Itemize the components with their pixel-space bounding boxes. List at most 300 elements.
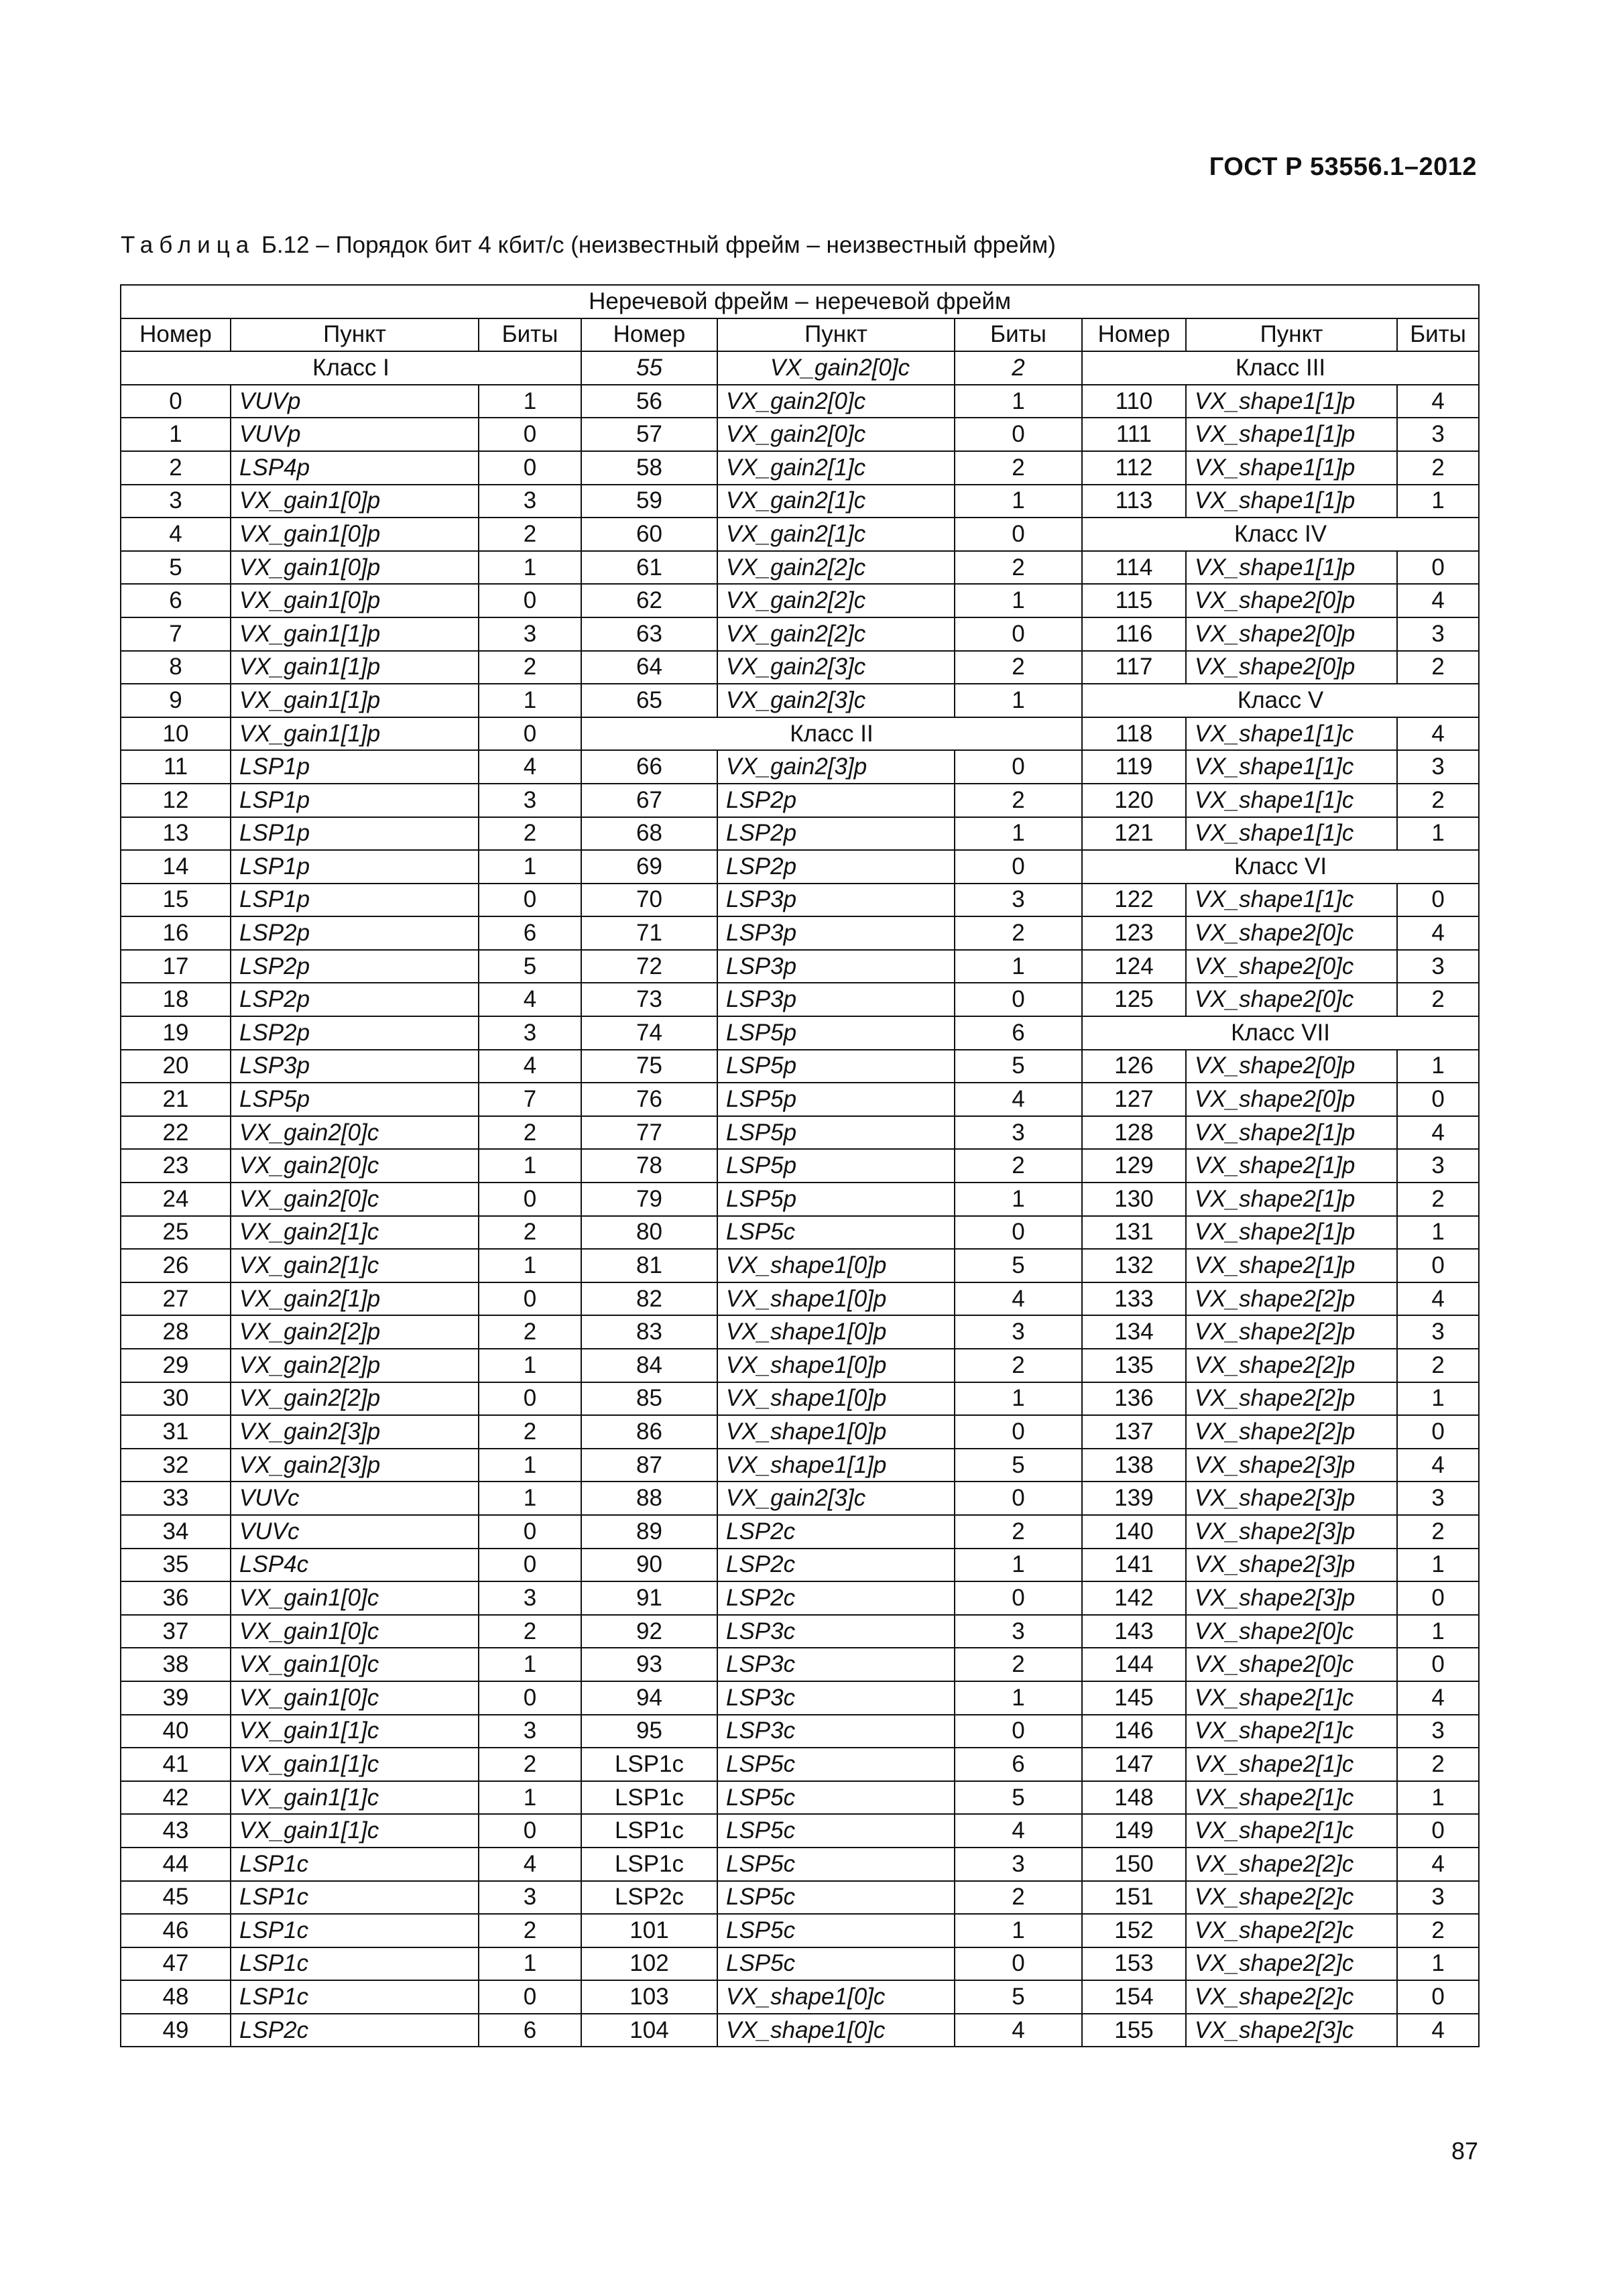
cell-bits: 0 — [955, 1947, 1082, 1981]
cell-number: 121 — [1082, 817, 1186, 851]
class-label: Класс V — [1082, 684, 1479, 717]
class-label: Класс III — [1082, 351, 1479, 385]
cell-item: VX_shape2[2]c — [1186, 1947, 1397, 1981]
table-row — [121, 1149, 1479, 1183]
cell-bits: 4 — [479, 1050, 581, 1083]
cell-number: 136 — [1082, 1382, 1186, 1416]
cell-item: VX_shape2[0]p — [1186, 1083, 1397, 1116]
table-row — [121, 1581, 1479, 1615]
cell-number: 79 — [581, 1183, 717, 1216]
cell-item: VX_shape2[3]p — [1186, 1549, 1397, 1582]
cell-item: VX_shape1[1]c — [1186, 717, 1397, 751]
cell-bits: 7 — [479, 1083, 581, 1116]
table-row — [121, 784, 1479, 817]
col-header: Номер — [581, 318, 717, 352]
cell-item: LSP2c — [717, 1581, 955, 1615]
cell-bits: 1 — [479, 1947, 581, 1981]
cell-bits: 3 — [479, 485, 581, 518]
cell-number: 25 — [121, 1216, 231, 1250]
table-row — [121, 1549, 1479, 1582]
cell-bits: 2 — [955, 1515, 1082, 1549]
cell-bits: 5 — [955, 1449, 1082, 1482]
cell-bits: 2 — [479, 518, 581, 551]
bit-order-table — [120, 284, 1480, 2047]
cell-bits: 3 — [479, 1881, 581, 1915]
cell-bits: 2 — [955, 1881, 1082, 1915]
cell-number: 34 — [121, 1515, 231, 1549]
cell-bits: 3 — [955, 1848, 1082, 1881]
cell-item: VX_shape2[1]p — [1186, 1149, 1397, 1183]
cell-bits: 0 — [479, 584, 581, 617]
class-label: Класс I — [121, 351, 581, 385]
table-row — [121, 385, 1479, 418]
cell-bits: 2 — [1397, 1349, 1479, 1382]
cell-item: LSP1p — [231, 817, 479, 851]
table-row — [121, 1748, 1479, 1781]
cell-bits: 1 — [955, 684, 1082, 717]
cell-bits: 0 — [479, 1183, 581, 1216]
cell-bits: 0 — [955, 617, 1082, 651]
table-row — [121, 1980, 1479, 2014]
cell-item: VX_gain2[2]c — [717, 617, 955, 651]
col-header: Пункт — [231, 318, 479, 352]
cell-number: 61 — [581, 551, 717, 585]
cell-number: 39 — [121, 1681, 231, 1715]
cell-number: 76 — [581, 1083, 717, 1116]
cell-bits: 2 — [955, 551, 1082, 585]
cell-item: VX_gain2[2]p — [231, 1382, 479, 1416]
cell-bits: 1 — [955, 485, 1082, 518]
cell-bits: 6 — [955, 1016, 1082, 1050]
table-row — [121, 584, 1479, 617]
cell-number: 22 — [121, 1116, 231, 1150]
cell-bits: 0 — [955, 850, 1082, 884]
cell-bits: 1 — [479, 1249, 581, 1282]
cell-bits: 1 — [479, 1781, 581, 1815]
table-row — [121, 1349, 1479, 1382]
cell-bits: 2 — [479, 1415, 581, 1449]
table-row — [121, 717, 1479, 751]
cell-item: VX_shape1[0]p — [717, 1382, 955, 1416]
cell-bits: 1 — [1397, 817, 1479, 851]
cell-bits: 1 — [479, 684, 581, 717]
cell-item: LSP5c — [717, 1216, 955, 1250]
cell-number: 135 — [1082, 1349, 1186, 1382]
cell-bits: 0 — [955, 750, 1082, 784]
table-row — [121, 1947, 1479, 1981]
cell-number: 58 — [581, 451, 717, 485]
cell-number: 112 — [1082, 451, 1186, 485]
cell-number: 116 — [1082, 617, 1186, 651]
cell-number: 49 — [121, 2014, 231, 2047]
cell-number: 81 — [581, 1249, 717, 1282]
cell-item: LSP3p — [717, 983, 955, 1016]
cell-item: VX_shape2[2]p — [1186, 1282, 1397, 1316]
cell-number: 45 — [121, 1881, 231, 1915]
cell-number: 43 — [121, 1814, 231, 1848]
class-label: Класс IV — [1082, 518, 1479, 551]
cell-bits: 4 — [955, 1083, 1082, 1116]
cell-bits: 3 — [955, 884, 1082, 917]
table-row — [121, 916, 1479, 950]
cell-item: VX_gain2[3]p — [231, 1449, 479, 1482]
cell-bits: 5 — [955, 1980, 1082, 2014]
cell-number: LSP2c — [581, 1881, 717, 1915]
cell-number: 57 — [581, 418, 717, 451]
cell-number: 59 — [581, 485, 717, 518]
cell-number: 16 — [121, 916, 231, 950]
cell-item: VX_gain2[2]p — [231, 1349, 479, 1382]
table-row — [121, 1315, 1479, 1349]
cell-item: VX_gain1[1]c — [231, 1748, 479, 1781]
cell-item: VX_shape2[2]p — [1186, 1415, 1397, 1449]
table-row — [121, 1183, 1479, 1216]
cell-number: 114 — [1082, 551, 1186, 585]
cell-number: 80 — [581, 1216, 717, 1250]
cell-bits: 3 — [479, 784, 581, 817]
cell-item: VX_shape1[1]c — [1186, 884, 1397, 917]
cell-item: VX_shape1[1]p — [1186, 551, 1397, 585]
cell-item: VX_gain2[0]c — [231, 1149, 479, 1183]
cell-item: LSP5c — [717, 1814, 955, 1848]
cell-item: VX_shape1[1]c — [1186, 817, 1397, 851]
cell-item: VX_gain2[1]p — [231, 1282, 479, 1316]
cell-bits: 0 — [479, 1282, 581, 1316]
cell-bits: 1 — [1397, 1216, 1479, 1250]
cell-item: VX_gain2[0]c — [231, 1116, 479, 1150]
cell-item: VUVp — [231, 418, 479, 451]
cell-item: VX_shape2[1]c — [1186, 1748, 1397, 1781]
cell-item: VX_shape1[0]c — [717, 2014, 955, 2047]
cell-bits: 1 — [955, 817, 1082, 851]
cell-bits: 2 — [1397, 1748, 1479, 1781]
cell-item: LSP2p — [231, 950, 479, 983]
cell-number: 86 — [581, 1415, 717, 1449]
cell-number: 71 — [581, 916, 717, 950]
table-row — [121, 1482, 1479, 1515]
cell-bits: 6 — [479, 916, 581, 950]
cell-number: 117 — [1082, 651, 1186, 684]
cell-item: VX_shape2[0]p — [1186, 584, 1397, 617]
cell-item: VX_shape2[3]p — [1186, 1449, 1397, 1482]
cell-bits: 0 — [479, 1980, 581, 2014]
cell-item: VX_shape2[1]p — [1186, 1249, 1397, 1282]
cell-bits: 1 — [1397, 1549, 1479, 1582]
cell-item: LSP5p — [717, 1149, 955, 1183]
cell-bits: 1 — [479, 1149, 581, 1183]
table-row — [121, 518, 1479, 551]
cell-bits: 4 — [1397, 1282, 1479, 1316]
cell-item: LSP3p — [717, 916, 955, 950]
cell-item: VX_shape2[0]p — [1186, 1050, 1397, 1083]
table-title-row — [121, 285, 1479, 318]
col-header: Биты — [955, 318, 1082, 352]
cell-item: VX_shape1[0]p — [717, 1349, 955, 1382]
cell-item: VX_shape2[2]c — [1186, 1914, 1397, 1947]
cell-item: VX_gain2[2]p — [231, 1315, 479, 1349]
cell-item: VX_gain2[1]c — [717, 451, 955, 485]
table-title: Неречевой фрейм – неречевой фрейм — [121, 285, 1479, 318]
cell-number: 84 — [581, 1349, 717, 1382]
cell-item: VX_shape2[0]c — [1186, 950, 1397, 983]
cell-bits: 1 — [1397, 1050, 1479, 1083]
cell-bits: 1 — [1397, 1382, 1479, 1416]
table-row — [121, 418, 1479, 451]
cell-number: 123 — [1082, 916, 1186, 950]
cell-bits: 4 — [1397, 717, 1479, 751]
cell-bits: 2 — [955, 1349, 1082, 1382]
cell-item: VUVc — [231, 1482, 479, 1515]
cell-item: VX_gain2[3]c — [717, 1482, 955, 1515]
cell-number: 115 — [1082, 584, 1186, 617]
table-row — [121, 1881, 1479, 1915]
cell-item: VX_gain2[2]c — [717, 551, 955, 585]
table-row — [121, 1382, 1479, 1416]
cell-number: 103 — [581, 1980, 717, 2014]
cell-bits: 0 — [479, 717, 581, 751]
cell-number: 33 — [121, 1482, 231, 1515]
cell-bits: 0 — [479, 1814, 581, 1848]
cell-bits: 4 — [479, 750, 581, 784]
cell-item: VUVp — [231, 385, 479, 418]
cell-item: VX_gain2[3]p — [717, 750, 955, 784]
cell-bits: 4 — [955, 1814, 1082, 1848]
cell-bits: 0 — [955, 418, 1082, 451]
cell-item: VX_gain1[1]p — [231, 651, 479, 684]
cell-number: 150 — [1082, 1848, 1186, 1881]
cell-bits: 4 — [1397, 1848, 1479, 1881]
cell-item: VX_gain2[0]c — [717, 418, 955, 451]
table-row — [121, 1848, 1479, 1881]
cell-number: 70 — [581, 884, 717, 917]
cell-item: LSP3c — [717, 1681, 955, 1715]
cell-item: VX_gain2[1]c — [231, 1249, 479, 1282]
cell-item: VX_shape2[3]c — [1186, 2014, 1397, 2047]
cell-item: VX_gain1[0]p — [231, 485, 479, 518]
cell-bits: 2 — [1397, 784, 1479, 817]
cell-bits: 0 — [1397, 1249, 1479, 1282]
cell-bits: 1 — [479, 1349, 581, 1382]
cell-item: LSP5c — [717, 1914, 955, 1947]
cell-number: 24 — [121, 1183, 231, 1216]
cell-number: 139 — [1082, 1482, 1186, 1515]
cell-item: VX_shape1[1]p — [1186, 385, 1397, 418]
cell-bits: 2 — [479, 817, 581, 851]
cell-item: VX_shape2[2]p — [1186, 1315, 1397, 1349]
cell-number: 119 — [1082, 750, 1186, 784]
table-row — [121, 1216, 1479, 1250]
table-body — [121, 285, 1479, 2047]
cell-number: 67 — [581, 784, 717, 817]
cell-bits: 2 — [1397, 651, 1479, 684]
cell-bits: 2 — [1397, 983, 1479, 1016]
cell-number: 35 — [121, 1549, 231, 1582]
cell-bits: 3 — [1397, 617, 1479, 651]
cell-bits: 0 — [1397, 884, 1479, 917]
cell-number: 88 — [581, 1482, 717, 1515]
cell-item: VX_shape2[1]c — [1186, 1814, 1397, 1848]
cell-bits: 6 — [955, 1748, 1082, 1781]
cell-bits: 4 — [1397, 916, 1479, 950]
cell-number: 9 — [121, 684, 231, 717]
cell-item: VX_shape1[1]p — [717, 1449, 955, 1482]
cell-item: VX_shape2[3]p — [1186, 1515, 1397, 1549]
cell-bits: 2 — [479, 1216, 581, 1250]
cell-item: LSP1p — [231, 784, 479, 817]
cell-number: 60 — [581, 518, 717, 551]
cell-item: LSP2c — [231, 2014, 479, 2047]
cell-number: 69 — [581, 850, 717, 884]
cell-bits: 0 — [1397, 1581, 1479, 1615]
cell-bits: 1 — [955, 584, 1082, 617]
cell-number: 82 — [581, 1282, 717, 1316]
cell-item: LSP2p — [231, 983, 479, 1016]
cell-number: 125 — [1082, 983, 1186, 1016]
table-row — [121, 1681, 1479, 1715]
cell-item: VX_gain1[0]p — [231, 551, 479, 585]
cell-item: LSP5c — [717, 1781, 955, 1815]
cell-number: 131 — [1082, 1216, 1186, 1250]
cell-number: LSP1c — [581, 1848, 717, 1881]
cell-number: 129 — [1082, 1149, 1186, 1183]
cell-item: LSP1p — [231, 850, 479, 884]
cell-bits: 0 — [955, 1482, 1082, 1515]
table-row — [121, 1083, 1479, 1116]
cell-number: 120 — [1082, 784, 1186, 817]
cell-bits: 2 — [955, 1149, 1082, 1183]
cell-number: 77 — [581, 1116, 717, 1150]
cell-number: 0 — [121, 385, 231, 418]
cell-bits: 2 — [479, 1116, 581, 1150]
cell-item: VX_shape1[0]c — [717, 1980, 955, 2014]
cell-number: 1 — [121, 418, 231, 451]
cell-bits: 0 — [1397, 1980, 1479, 2014]
cell-item: VX_shape2[1]c — [1186, 1715, 1397, 1748]
cell-number: 28 — [121, 1315, 231, 1349]
cell-number: 75 — [581, 1050, 717, 1083]
cell-number: 66 — [581, 750, 717, 784]
cell-item: LSP2p — [717, 850, 955, 884]
cell-item: VX_shape2[2]p — [1186, 1382, 1397, 1416]
cell-item: LSP2p — [717, 784, 955, 817]
cell-number: 126 — [1082, 1050, 1186, 1083]
table-row — [121, 1781, 1479, 1815]
cell-item: VX_shape2[2]c — [1186, 1980, 1397, 2014]
cell-number: 5 — [121, 551, 231, 585]
cell-number: LSP1c — [581, 1781, 717, 1815]
cell-number: 62 — [581, 584, 717, 617]
cell-bits: 1 — [479, 1449, 581, 1482]
cell-item: VX_gain1[0]p — [231, 518, 479, 551]
cell-number: 8 — [121, 651, 231, 684]
cell-number: 87 — [581, 1449, 717, 1482]
cell-number: 92 — [581, 1615, 717, 1648]
cell-number: 83 — [581, 1315, 717, 1349]
cell-item: VX_shape2[3]p — [1186, 1482, 1397, 1515]
cell-item: LSP4c — [231, 1549, 479, 1582]
cell-item: LSP5c — [717, 1947, 955, 1981]
cell-number: 85 — [581, 1382, 717, 1416]
cell-number: 145 — [1082, 1681, 1186, 1715]
cell-item: VX_shape1[0]p — [717, 1315, 955, 1349]
cell-number: 56 — [581, 385, 717, 418]
cell-number: 19 — [121, 1016, 231, 1050]
table-row — [121, 817, 1479, 851]
cell-number: 74 — [581, 1016, 717, 1050]
cell-item: LSP1c — [231, 1980, 479, 2014]
cell-bits: 2 — [1397, 1183, 1479, 1216]
cell-bits: 2 — [479, 651, 581, 684]
cell-item: LSP3c — [717, 1615, 955, 1648]
cell-number: 7 — [121, 617, 231, 651]
cell-bits: 1 — [955, 1549, 1082, 1582]
cell-number: 23 — [121, 1149, 231, 1183]
cell-number: 30 — [121, 1382, 231, 1416]
cell-bits: 1 — [479, 850, 581, 884]
cell-bits: 0 — [1397, 1415, 1479, 1449]
cell-item: VX_shape1[0]p — [717, 1249, 955, 1282]
table-row — [121, 950, 1479, 983]
cell-item: LSP3c — [717, 1715, 955, 1748]
cell-bits: 4 — [479, 1848, 581, 1881]
cell-number: 21 — [121, 1083, 231, 1116]
cell-item: VX_gain2[3]p — [231, 1415, 479, 1449]
table-row — [121, 1814, 1479, 1848]
cell-number: 11 — [121, 750, 231, 784]
cell-number: 55 — [581, 351, 717, 385]
cell-number: 64 — [581, 651, 717, 684]
cell-number: 153 — [1082, 1947, 1186, 1981]
cell-bits: 4 — [955, 1282, 1082, 1316]
cell-number: 27 — [121, 1282, 231, 1316]
cell-number: 102 — [581, 1947, 717, 1981]
cell-bits: 2 — [955, 651, 1082, 684]
cell-bits: 1 — [479, 1482, 581, 1515]
cell-number: 137 — [1082, 1415, 1186, 1449]
cell-number: LSP1c — [581, 1814, 717, 1848]
cell-bits: 2 — [955, 1648, 1082, 1681]
caption-label: Таблица — [121, 232, 255, 258]
cell-number: 40 — [121, 1715, 231, 1748]
cell-bits: 1 — [955, 385, 1082, 418]
cell-number: 132 — [1082, 1249, 1186, 1282]
cell-number: 17 — [121, 950, 231, 983]
table-row — [121, 1715, 1479, 1748]
cell-item: VX_shape1[1]c — [1186, 750, 1397, 784]
cell-number: 6 — [121, 584, 231, 617]
cell-number: 2 — [121, 451, 231, 485]
cell-bits: 0 — [479, 418, 581, 451]
cell-bits: 2 — [479, 1615, 581, 1648]
cell-bits: 5 — [955, 1781, 1082, 1815]
cell-bits: 1 — [479, 551, 581, 585]
table-row — [121, 750, 1479, 784]
cell-number: 133 — [1082, 1282, 1186, 1316]
cell-item: VX_gain1[0]c — [231, 1581, 479, 1615]
cell-bits: 0 — [1397, 1648, 1479, 1681]
page-number: 87 — [1451, 2137, 1478, 2165]
cell-item: VX_gain1[1]c — [231, 1715, 479, 1748]
cell-item: LSP1c — [231, 1881, 479, 1915]
table-row — [121, 1615, 1479, 1648]
table-row — [121, 983, 1479, 1016]
cell-item: VX_shape1[1]p — [1186, 485, 1397, 518]
cell-item: VX_shape2[0]c — [1186, 1615, 1397, 1648]
cell-number: 15 — [121, 884, 231, 917]
cell-item: LSP3p — [717, 884, 955, 917]
cell-number: 154 — [1082, 1980, 1186, 2014]
cell-bits: 5 — [479, 950, 581, 983]
